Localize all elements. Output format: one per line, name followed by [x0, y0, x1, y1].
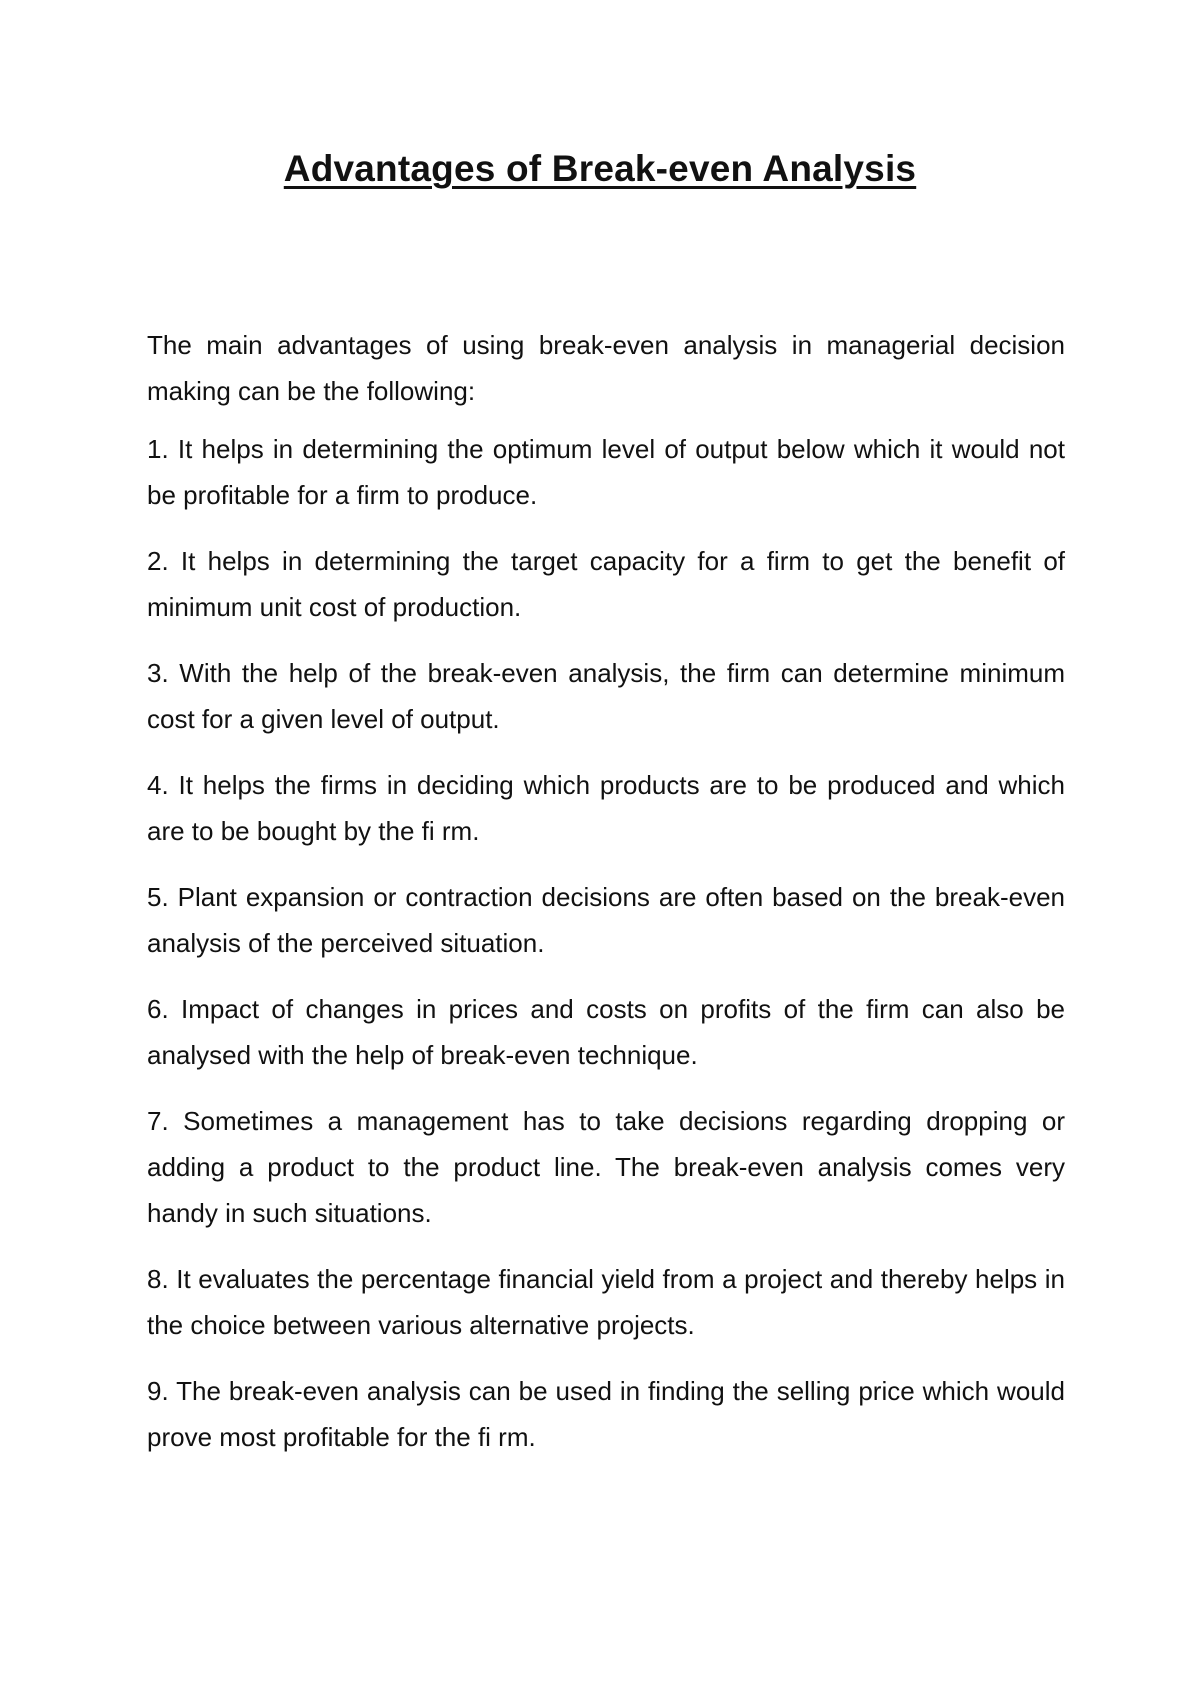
list-item-1: 1. It helps in determining the optimum level of output below which it would not be profitable for a firm to produce. [147, 434, 1065, 510]
list-item-5: 5. Plant expansion or contraction decisions are often based on the break-even analysis of the perceived situation. [147, 882, 1065, 958]
list-item-7: 7. Sometimes a management has to take decisions regarding dropping or adding a product to the product line. The break-even analysis comes very handy in such situations. [147, 1106, 1065, 1228]
list-item-9: 9. The break-even analysis can be used in finding the selling price which would prove most profitable for the fi rm. [147, 1376, 1065, 1452]
document-body [147, 322, 1065, 1480]
page-title: Advantages of Break-even Analysis [283, 148, 917, 189]
list-item-6: 6. Impact of changes in prices and costs on profits of the firm can also be analysed with the help of break-even technique. [147, 994, 1065, 1070]
list-item-2: 2. It helps in determining the target capacity for a firm to get the benefit of minimum unit cost of production. [147, 546, 1065, 622]
list-item-3: 3. With the help of the break-even analysis, the firm can determine minimum cost for a given level of output. [147, 658, 1065, 734]
list-item-4: 4. It helps the firms in deciding which products are to be produced and which are to be bought by the fi rm. [147, 770, 1065, 846]
intro-paragraph: The main advantages of using break-even analysis in managerial decision making can be the following: [147, 330, 1065, 406]
list-item-8: 8. It evaluates the percentage financial yield from a project and thereby helps in the choice between various alternative projects. [147, 1264, 1065, 1340]
